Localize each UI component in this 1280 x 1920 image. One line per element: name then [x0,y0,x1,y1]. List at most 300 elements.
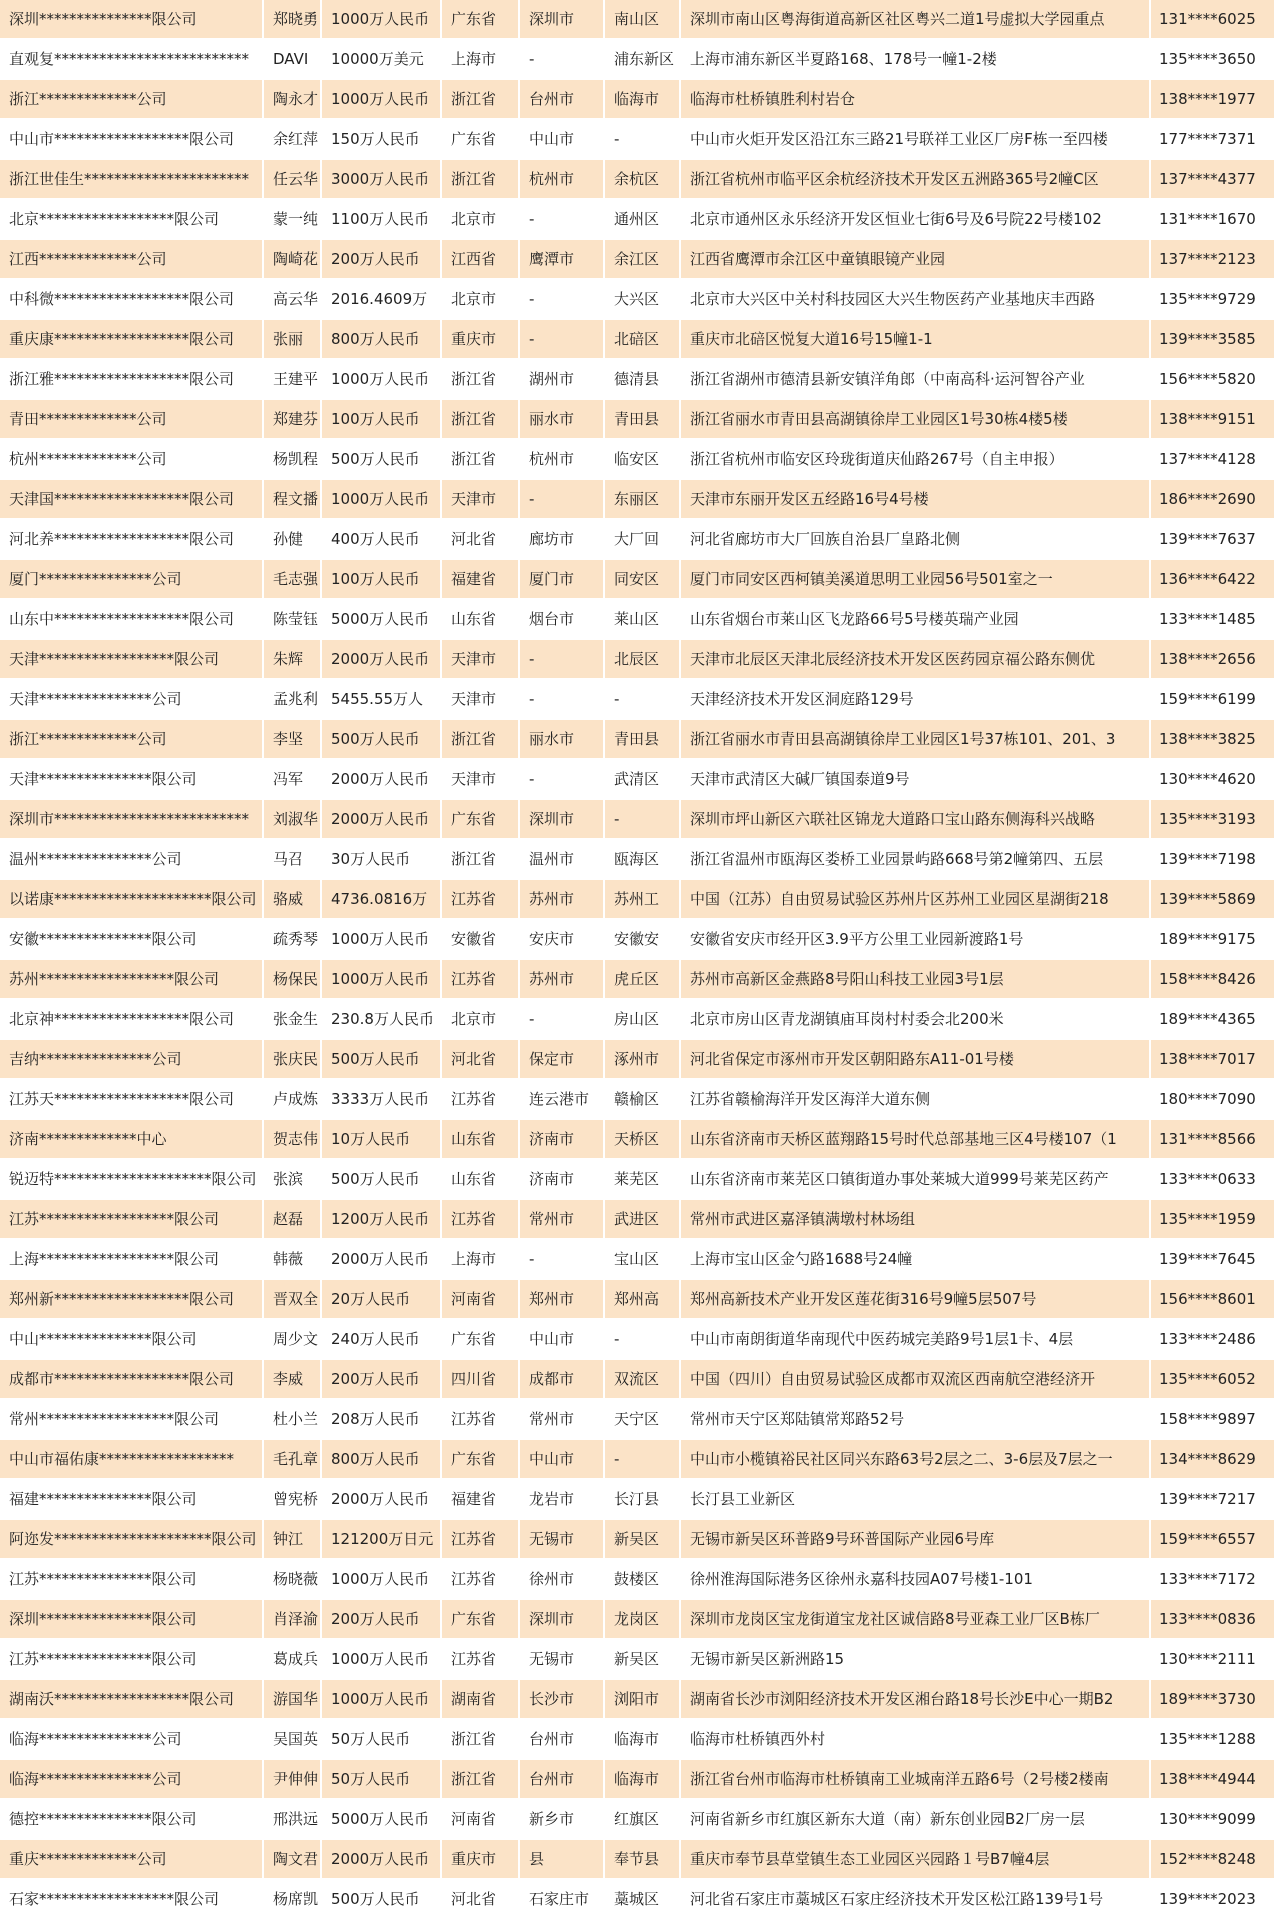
phone-cell: 138****7017 [1150,1039,1275,1079]
phone-cell: 139****5869 [1150,879,1275,919]
city-cell: 杭州市 [519,439,604,479]
address-cell: 上海市浦东新区半夏路168、178号一幢1-2楼 [680,39,1150,79]
phone-cell: 131****6025 [1150,0,1275,39]
city-cell: 成都市 [519,1359,604,1399]
registered-capital-cell: 240万人民币 [321,1319,441,1359]
phone-cell: 139****7217 [1150,1479,1275,1519]
company-name-cell: 中科微******************限公司 [0,279,263,319]
province-cell: 天津市 [441,679,519,719]
province-cell: 浙江省 [441,1719,519,1759]
phone-cell: 189****4365 [1150,999,1275,1039]
province-cell: 浙江省 [441,719,519,759]
phone-cell: 158****9897 [1150,1399,1275,1439]
city-cell: 杭州市 [519,159,604,199]
phone-cell: 139****7198 [1150,839,1275,879]
district-cell: 苏州工 [604,879,680,919]
city-cell: - [519,999,604,1039]
phone-cell: 135****1959 [1150,1199,1275,1239]
province-cell: 浙江省 [441,439,519,479]
phone-cell: 138****3825 [1150,719,1275,759]
city-cell: 济南市 [519,1119,604,1159]
legal-representative-cell: 吴国英 [263,1719,321,1759]
table-row [0,1079,1275,1119]
registered-capital-cell: 1000万人民币 [321,1559,441,1599]
province-cell: 浙江省 [441,359,519,399]
city-cell: 保定市 [519,1039,604,1079]
registered-capital-cell: 50万人民币 [321,1759,441,1799]
table-row [0,839,1275,879]
city-cell: 龙岩市 [519,1479,604,1519]
city-cell: - [519,199,604,239]
company-name-cell: 深圳市************************** [0,799,263,839]
company-name-cell: 北京******************限公司 [0,199,263,239]
address-cell: 无锡市新吴区新洲路15 [680,1639,1150,1679]
company-name-cell: 浙江*************公司 [0,719,263,759]
address-cell: 中山市南朗街道华南现代中医药城完美路9号1层1卡、4层 [680,1319,1150,1359]
company-name-cell: 杭州*************公司 [0,439,263,479]
province-cell: 山东省 [441,1119,519,1159]
company-name-cell: 中山市福佑康****************** [0,1439,263,1479]
legal-representative-cell: 陈莹钰 [263,599,321,639]
table-row [0,1759,1275,1799]
phone-cell: 158****8426 [1150,959,1275,999]
address-cell: 上海市宝山区金勺路1688号24幢 [680,1239,1150,1279]
registered-capital-cell: 500万人民币 [321,1159,441,1199]
table-row [0,759,1275,799]
district-cell: 德清县 [604,359,680,399]
registered-capital-cell: 200万人民币 [321,239,441,279]
company-name-cell: 重庆康******************限公司 [0,319,263,359]
legal-representative-cell: 钟江 [263,1519,321,1559]
address-cell: 苏州市高新区金燕路8号阳山科技工业园3号1层 [680,959,1150,999]
city-cell: - [519,39,604,79]
address-cell: 北京市通州区永乐经济开发区恒业七街6号及6号院22号楼102 [680,199,1150,239]
city-cell: - [519,279,604,319]
district-cell: 临海市 [604,1759,680,1799]
legal-representative-cell: 孙健 [263,519,321,559]
address-cell: 北京市房山区青龙湖镇庙耳岗村村委会北200米 [680,999,1150,1039]
address-cell: 中国（江苏）自由贸易试验区苏州片区苏州工业园区星湖街218 [680,879,1150,919]
company-name-cell: 山东中******************限公司 [0,599,263,639]
table-row [0,1319,1275,1359]
legal-representative-cell: DAVI [263,39,321,79]
phone-cell: 159****6557 [1150,1519,1275,1559]
table-row [0,959,1275,999]
company-name-cell: 德控***************限公司 [0,1799,263,1839]
table-row [0,1519,1275,1559]
province-cell: 江苏省 [441,1559,519,1599]
company-name-cell: 河北养******************限公司 [0,519,263,559]
address-cell: 常州市武进区嘉泽镇满墩村林场组 [680,1199,1150,1239]
address-cell: 深圳市坪山新区六联社区锦龙大道路口宝山路东侧海科兴战略 [680,799,1150,839]
table-row [0,1839,1275,1879]
registered-capital-cell: 2000万人民币 [321,639,441,679]
address-cell: 河北省石家庄市藁城区石家庄经济技术开发区松江路139号1号 [680,1879,1150,1919]
district-cell: 南山区 [604,0,680,39]
table-row [0,479,1275,519]
province-cell: 河北省 [441,1039,519,1079]
legal-representative-cell: 卢成炼 [263,1079,321,1119]
table-row [0,999,1275,1039]
district-cell: 大厂回 [604,519,680,559]
company-name-cell: 安徽***************限公司 [0,919,263,959]
legal-representative-cell: 郑建芬 [263,399,321,439]
address-cell: 浙江省丽水市青田县高湖镇徐岸工业园区1号30栋4楼5楼 [680,399,1150,439]
phone-cell: 186****2690 [1150,479,1275,519]
company-name-cell: 阿迩发*********************限公司 [0,1519,263,1559]
registered-capital-cell: 2000万人民币 [321,1479,441,1519]
legal-representative-cell: 疏秀琴 [263,919,321,959]
registered-capital-cell: 1000万人民币 [321,359,441,399]
table-row [0,1439,1275,1479]
province-cell: 浙江省 [441,159,519,199]
legal-representative-cell: 杜小兰 [263,1399,321,1439]
registered-capital-cell: 2016.4609万 [321,279,441,319]
table-row [0,1199,1275,1239]
city-cell: 温州市 [519,839,604,879]
registered-capital-cell: 1000万人民币 [321,79,441,119]
table-row [0,1599,1275,1639]
province-cell: 广东省 [441,0,519,39]
registered-capital-cell: 500万人民币 [321,439,441,479]
address-cell: 江西省鹰潭市余江区中童镇眼镜产业园 [680,239,1150,279]
table-row [0,1119,1275,1159]
table-row [0,1479,1275,1519]
address-cell: 江苏省赣榆海洋开发区海洋大道东侧 [680,1079,1150,1119]
legal-representative-cell: 蒙一纯 [263,199,321,239]
registered-capital-cell: 2000万人民币 [321,759,441,799]
district-cell: 武进区 [604,1199,680,1239]
company-name-cell: 江苏***************限公司 [0,1639,263,1679]
legal-representative-cell: 王建平 [263,359,321,399]
company-name-cell: 天津国******************限公司 [0,479,263,519]
company-name-cell: 江苏天******************限公司 [0,1079,263,1119]
city-cell: 丽水市 [519,719,604,759]
district-cell: 鼓楼区 [604,1559,680,1599]
district-cell: 龙岗区 [604,1599,680,1639]
table-row [0,319,1275,359]
table-row [0,39,1275,79]
province-cell: 江苏省 [441,879,519,919]
district-cell: 临海市 [604,1719,680,1759]
province-cell: 江苏省 [441,1399,519,1439]
registered-capital-cell: 2000万人民币 [321,799,441,839]
address-cell: 郑州高新技术产业开发区莲花街316号9幢5层507号 [680,1279,1150,1319]
legal-representative-cell: 陶崎花 [263,239,321,279]
company-name-cell: 北京神******************限公司 [0,999,263,1039]
company-name-cell: 湖南沃******************限公司 [0,1679,263,1719]
address-cell: 天津市东丽开发区五经路16号4号楼 [680,479,1150,519]
company-name-cell: 江苏******************限公司 [0,1199,263,1239]
phone-cell: 139****7645 [1150,1239,1275,1279]
legal-representative-cell: 陶文君 [263,1839,321,1879]
district-cell: - [604,1319,680,1359]
company-name-cell: 福建***************限公司 [0,1479,263,1519]
province-cell: 北京市 [441,999,519,1039]
registered-capital-cell: 100万人民币 [321,559,441,599]
registered-capital-cell: 1000万人民币 [321,959,441,999]
legal-representative-cell: 韩薇 [263,1239,321,1279]
table-row [0,519,1275,559]
province-cell: 广东省 [441,1439,519,1479]
legal-representative-cell: 杨席凯 [263,1879,321,1919]
registered-capital-cell: 150万人民币 [321,119,441,159]
legal-representative-cell: 朱辉 [263,639,321,679]
table-row [0,719,1275,759]
table-row [0,1679,1275,1719]
address-cell: 重庆市奉节县草堂镇生态工业园区兴园路１号B7幢4层 [680,1839,1150,1879]
city-cell: 苏州市 [519,879,604,919]
registered-capital-cell: 200万人民币 [321,1599,441,1639]
phone-cell: 189****9175 [1150,919,1275,959]
table-row [0,559,1275,599]
city-cell: - [519,679,604,719]
city-cell: 中山市 [519,1319,604,1359]
province-cell: 北京市 [441,199,519,239]
address-cell: 北京市大兴区中关村科技园区大兴生物医药产业基地庆丰西路 [680,279,1150,319]
province-cell: 浙江省 [441,839,519,879]
address-cell: 山东省济南市莱芜区口镇街道办事处莱城大道999号莱芜区药产 [680,1159,1150,1199]
district-cell: 莱芜区 [604,1159,680,1199]
district-cell: - [604,119,680,159]
city-cell: 连云港市 [519,1079,604,1119]
province-cell: 江苏省 [441,1079,519,1119]
phone-cell: 133****7172 [1150,1559,1275,1599]
registered-capital-cell: 5455.55万人 [321,679,441,719]
company-name-cell: 成都市******************限公司 [0,1359,263,1399]
district-cell: 同安区 [604,559,680,599]
district-cell: 临海市 [604,79,680,119]
company-name-cell: 锐迈特*********************限公司 [0,1159,263,1199]
district-cell: 大兴区 [604,279,680,319]
address-cell: 河北省保定市涿州市开发区朝阳路东A11-01号楼 [680,1039,1150,1079]
city-cell: 济南市 [519,1159,604,1199]
legal-representative-cell: 曾宪桥 [263,1479,321,1519]
city-cell: 深圳市 [519,0,604,39]
phone-cell: 138****1977 [1150,79,1275,119]
city-cell: 长沙市 [519,1679,604,1719]
address-cell: 临海市杜桥镇西外村 [680,1719,1150,1759]
city-cell: 新乡市 [519,1799,604,1839]
district-cell: 天桥区 [604,1119,680,1159]
district-cell: 余江区 [604,239,680,279]
province-cell: 浙江省 [441,399,519,439]
province-cell: 天津市 [441,759,519,799]
table-row [0,1399,1275,1439]
registered-capital-cell: 10万人民币 [321,1119,441,1159]
phone-cell: 133****0633 [1150,1159,1275,1199]
city-cell: 鹰潭市 [519,239,604,279]
city-cell: 常州市 [519,1199,604,1239]
legal-representative-cell: 孟兆利 [263,679,321,719]
registered-capital-cell: 1000万人民币 [321,919,441,959]
registered-capital-cell: 500万人民币 [321,719,441,759]
address-cell: 浙江省杭州市临安区玲珑街道庆仙路267号（自主申报） [680,439,1150,479]
company-name-cell: 厦门***************公司 [0,559,263,599]
district-cell: 虎丘区 [604,959,680,999]
legal-representative-cell: 杨晓薇 [263,1559,321,1599]
address-cell: 常州市天宁区郑陆镇常郑路52号 [680,1399,1150,1439]
district-cell: 莱山区 [604,599,680,639]
province-cell: 江苏省 [441,1199,519,1239]
city-cell: 苏州市 [519,959,604,999]
legal-representative-cell: 周少文 [263,1319,321,1359]
registered-capital-cell: 2000万人民币 [321,1839,441,1879]
legal-representative-cell: 冯军 [263,759,321,799]
table-row [0,1039,1275,1079]
district-cell: 新吴区 [604,1639,680,1679]
registered-capital-cell: 1000万人民币 [321,1639,441,1679]
legal-representative-cell: 余红萍 [263,119,321,159]
legal-representative-cell: 马召 [263,839,321,879]
company-name-cell: 浙江雅******************限公司 [0,359,263,399]
city-cell: - [519,479,604,519]
district-cell: 宝山区 [604,1239,680,1279]
address-cell: 浙江省温州市瓯海区娄桥工业园景屿路668号第2幢第四、五层 [680,839,1150,879]
district-cell: 涿州市 [604,1039,680,1079]
address-cell: 天津经济技术开发区洞庭路129号 [680,679,1150,719]
city-cell: - [519,319,604,359]
legal-representative-cell: 张丽 [263,319,321,359]
registered-capital-cell: 500万人民币 [321,1879,441,1919]
legal-representative-cell: 贺志伟 [263,1119,321,1159]
address-cell: 浙江省杭州市临平区余杭经济技术开发区五洲路365号2幢C区 [680,159,1150,199]
registered-capital-cell: 800万人民币 [321,1439,441,1479]
address-cell: 长汀县工业新区 [680,1479,1150,1519]
company-name-cell: 苏州******************限公司 [0,959,263,999]
legal-representative-cell: 高云华 [263,279,321,319]
table-row [0,639,1275,679]
province-cell: 广东省 [441,1599,519,1639]
city-cell: - [519,639,604,679]
district-cell: 奉节县 [604,1839,680,1879]
table-row [0,599,1275,639]
table-row [0,1559,1275,1599]
company-name-cell: 石家******************限公司 [0,1879,263,1919]
address-cell: 天津市武清区大碱厂镇国泰道9号 [680,759,1150,799]
legal-representative-cell: 毛志强 [263,559,321,599]
phone-cell: 159****6199 [1150,679,1275,719]
district-cell: 青田县 [604,719,680,759]
company-name-cell: 重庆*************公司 [0,1839,263,1879]
city-cell: 廊坊市 [519,519,604,559]
city-cell: 徐州市 [519,1559,604,1599]
company-name-cell: 常州******************限公司 [0,1399,263,1439]
legal-representative-cell: 杨保民 [263,959,321,999]
table-row [0,79,1275,119]
table-row [0,199,1275,239]
company-name-cell: 江苏***************限公司 [0,1559,263,1599]
company-name-cell: 深圳***************限公司 [0,1599,263,1639]
city-cell: 无锡市 [519,1519,604,1559]
address-cell: 河南省新乡市红旗区新东大道（南）新东创业园B2厂房一层 [680,1799,1150,1839]
registered-capital-cell: 121200万日元 [321,1519,441,1559]
company-name-cell: 浙江*************公司 [0,79,263,119]
district-cell: 房山区 [604,999,680,1039]
address-cell: 深圳市南山区粤海街道高新区社区粤兴二道1号虚拟大学园重点 [680,0,1150,39]
address-cell: 天津市北辰区天津北辰经济技术开发区医药园京福公路东侧优 [680,639,1150,679]
table-row [0,359,1275,399]
district-cell: 郑州高 [604,1279,680,1319]
province-cell: 福建省 [441,1479,519,1519]
company-name-cell: 天津***************限公司 [0,759,263,799]
registered-capital-cell: 4736.0816万 [321,879,441,919]
address-cell: 山东省济南市天桥区蓝翔路15号时代总部基地三区4号楼107（1 [680,1119,1150,1159]
city-cell: 湖州市 [519,359,604,399]
address-cell: 浙江省丽水市青田县高湖镇徐岸工业园区1号37栋101、201、3 [680,719,1150,759]
province-cell: 浙江省 [441,79,519,119]
province-cell: 重庆市 [441,319,519,359]
city-cell: 中山市 [519,119,604,159]
table-row [0,1159,1275,1199]
registered-capital-cell: 2000万人民币 [321,1239,441,1279]
table-row [0,119,1275,159]
table-row [0,1719,1275,1759]
table-row [0,439,1275,479]
registered-capital-cell: 400万人民币 [321,519,441,559]
district-cell: 长汀县 [604,1479,680,1519]
district-cell: 双流区 [604,1359,680,1399]
registered-capital-cell: 800万人民币 [321,319,441,359]
address-cell: 中山市火炬开发区沿江东三路21号联祥工业区厂房F栋一至四楼 [680,119,1150,159]
district-cell: 东丽区 [604,479,680,519]
province-cell: 河南省 [441,1279,519,1319]
registered-capital-cell: 1000万人民币 [321,0,441,39]
legal-representative-cell: 晋双全 [263,1279,321,1319]
district-cell: 瓯海区 [604,839,680,879]
phone-cell: 156****8601 [1150,1279,1275,1319]
city-cell: 台州市 [519,79,604,119]
city-cell: 安庆市 [519,919,604,959]
legal-representative-cell: 刘淑华 [263,799,321,839]
province-cell: 广东省 [441,799,519,839]
phone-cell: 138****2656 [1150,639,1275,679]
table-row [0,799,1275,839]
city-cell: 台州市 [519,1719,604,1759]
table-row [0,399,1275,439]
legal-representative-cell: 张庆民 [263,1039,321,1079]
company-name-cell: 吉纳***************公司 [0,1039,263,1079]
phone-cell: 189****3730 [1150,1679,1275,1719]
province-cell: 广东省 [441,119,519,159]
legal-representative-cell: 葛成兵 [263,1639,321,1679]
table-row [0,1799,1275,1839]
phone-cell: 137****4377 [1150,159,1275,199]
district-cell: 藁城区 [604,1879,680,1919]
table-row [0,239,1275,279]
phone-cell: 139****2023 [1150,1879,1275,1919]
district-cell: 北辰区 [604,639,680,679]
company-name-cell: 中山***************限公司 [0,1319,263,1359]
city-cell: 丽水市 [519,399,604,439]
legal-representative-cell: 骆威 [263,879,321,919]
province-cell: 上海市 [441,39,519,79]
district-cell: 浦东新区 [604,39,680,79]
province-cell: 四川省 [441,1359,519,1399]
district-cell: 天宁区 [604,1399,680,1439]
district-cell: 新吴区 [604,1519,680,1559]
phone-cell: 135****6052 [1150,1359,1275,1399]
province-cell: 浙江省 [441,1759,519,1799]
district-cell: 余杭区 [604,159,680,199]
city-cell: 烟台市 [519,599,604,639]
company-name-cell: 温州***************公司 [0,839,263,879]
province-cell: 江苏省 [441,1639,519,1679]
district-cell: 通州区 [604,199,680,239]
registered-capital-cell: 5000万人民币 [321,1799,441,1839]
province-cell: 湖南省 [441,1679,519,1719]
legal-representative-cell: 任云华 [263,159,321,199]
